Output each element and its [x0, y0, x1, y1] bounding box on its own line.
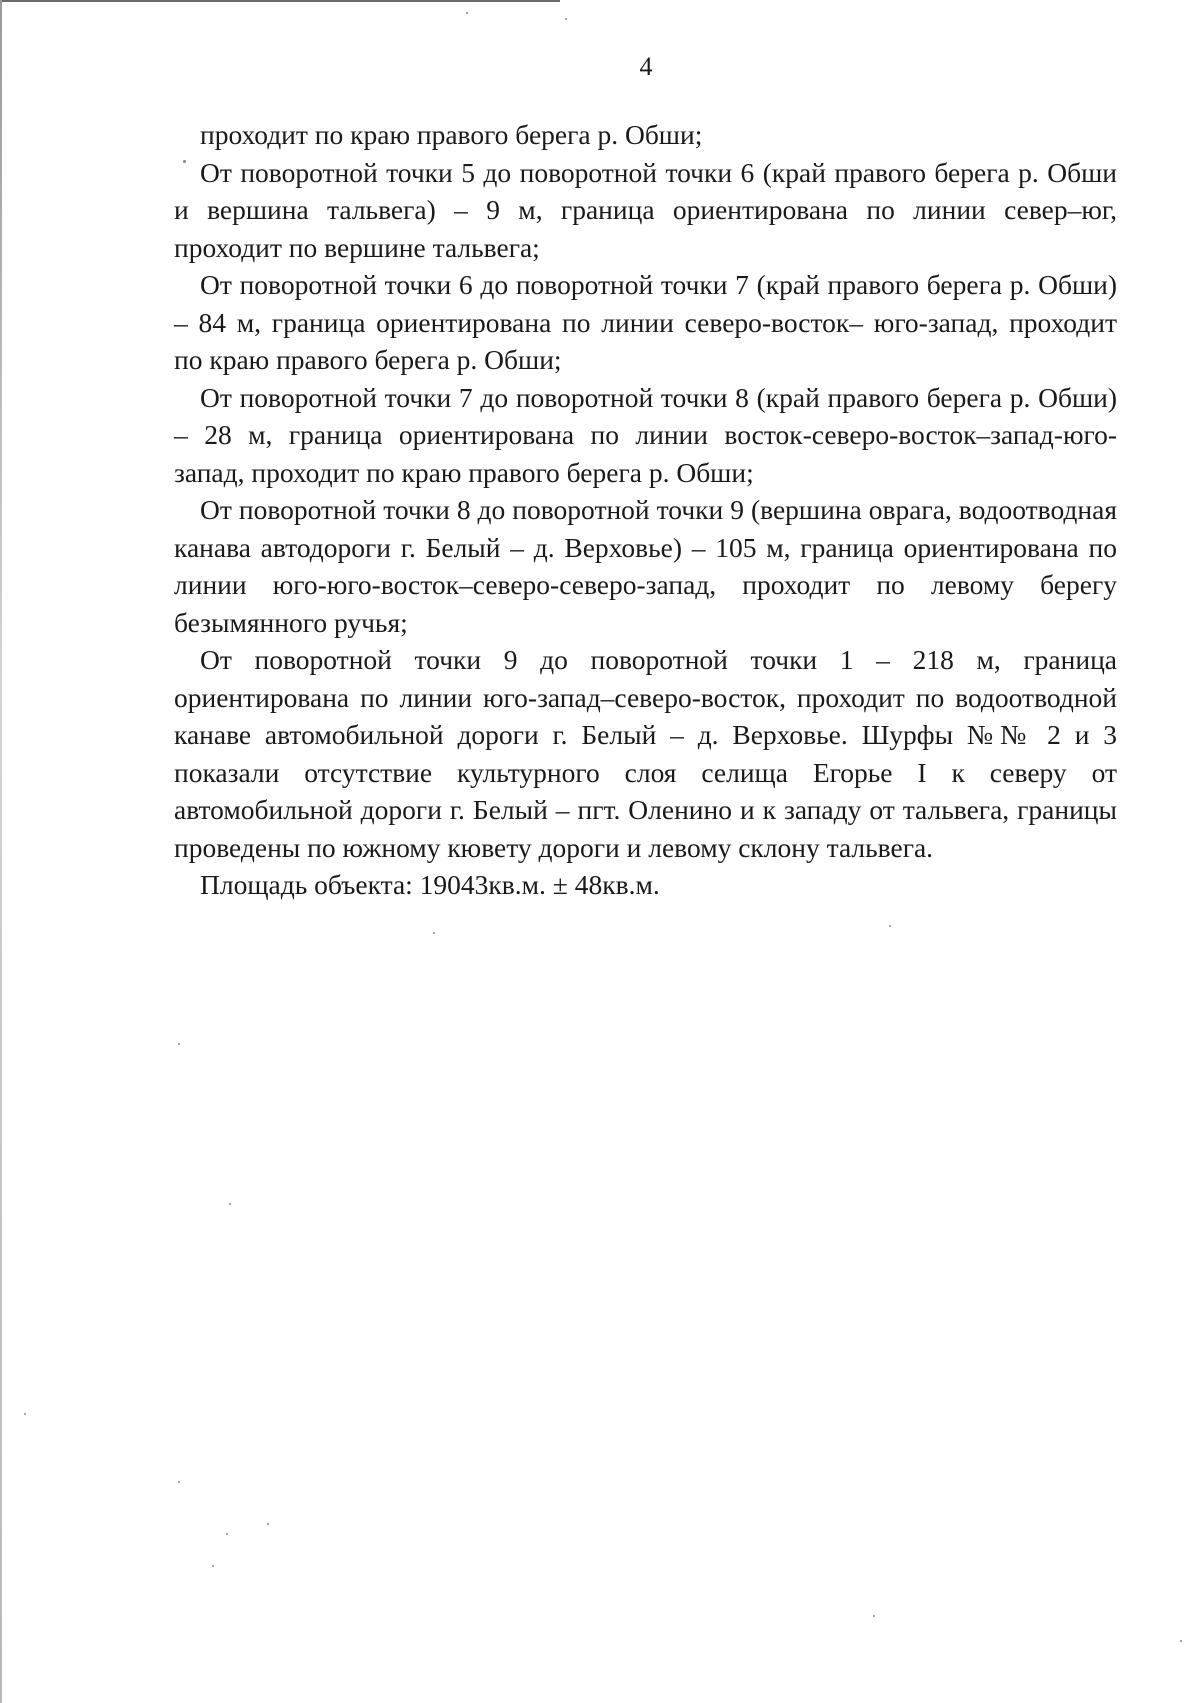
paragraph-segment-9-1: От поворотной точки 9 до поворотной точки 1 – 218 м, граница ориентирована по линии юго-запад–северо-восток, проходит по водоотводной канаве автомобильной дороги г. Белый – д. Верховье. Шурфы №№ 2 и 3 показали отсутствие культурного слоя селища Егорье I к северу от автомобильной дороги г. Белый – пгт. Оленино и к западу от тальвега, границы проведены по южному кювету дороги и левому склону тальвега.	[174, 644, 1117, 863]
paragraph-segment-7-8: От поворотной точки 7 до поворотной точки 8 (край правого берега р. Обши) – 28 м, граница ориентирована по линии восток-северо-восток–запад-юго-запад, проходит по краю правого берега р. Обши;	[174, 381, 1117, 488]
scan-speck	[267, 1523, 269, 1525]
paragraph-area: Площадь объекта: 19043кв.м. ± 48кв.м.	[200, 869, 660, 900]
scan-speck	[229, 1203, 231, 1205]
paragraph-segment-5-6: От поворотной точки 5 до поворотной точки 6 (край правого берега р. Обши и вершина тальвега) – 9 м, граница ориентирована по линии север–юг, проходит по вершине тальвега;	[174, 156, 1117, 263]
scan-speck	[433, 932, 435, 934]
paragraph-segment-6-7: От поворотной точки 6 до поворотной точки 7 (край правого берега р. Обши) – 84 м, граница ориентирована по линии северо-восток– юго-запад, проходит по краю правого берега р. Обши;	[174, 269, 1117, 375]
scan-speck	[873, 1615, 875, 1617]
paragraph-segment-8-9: От поворотной точки 8 до поворотной точки 9 (вершина оврага, водоотводная канава автодороги г. Белый – д. Верховье) – 105 м, граница ориентирована по линии юго-юго-восток–северо-северо-запад, проходит по левому берегу безымянного ручья;	[174, 494, 1117, 638]
scan-speck	[226, 1533, 228, 1535]
scan-border-top	[0, 0, 560, 2]
scan-speck	[24, 1413, 26, 1415]
scan-speck	[178, 1043, 180, 1045]
scan-speck	[212, 1565, 214, 1567]
document-body	[174, 116, 1117, 904]
page-number: 4	[639, 52, 653, 81]
scan-speck	[1180, 1640, 1182, 1642]
scan-speck	[889, 925, 891, 927]
scan-speck	[178, 1481, 180, 1483]
scan-border-left	[0, 0, 2, 1703]
scan-speck	[466, 12, 468, 14]
scan-speck	[183, 160, 186, 163]
scan-speck	[565, 18, 567, 20]
paragraph-continuation: проходит по краю правого берега р. Обши;	[200, 119, 703, 150]
